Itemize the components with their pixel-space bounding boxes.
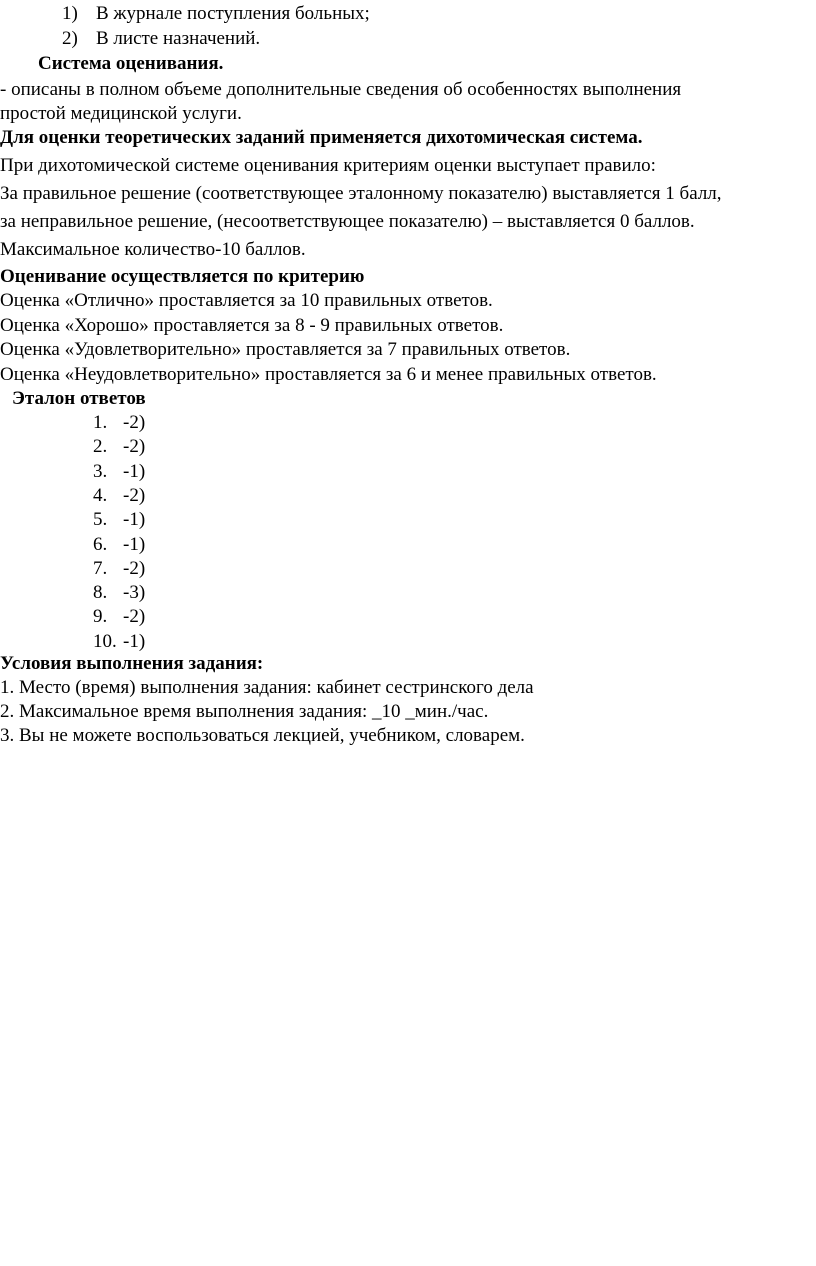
answer-key-item: [93, 558, 145, 580]
condition-item: 3. Вы не можете воспользоваться лекцией, учебником, словарем.: [0, 725, 525, 746]
answer-value: -2): [123, 484, 146, 506]
list-text: В журнале поступления больных;: [96, 3, 370, 24]
answer-number: 6.: [93, 533, 108, 555]
answer-number: 9.: [93, 606, 108, 628]
intro-list-item: [62, 28, 260, 50]
criteria-unsatisfactory: Оценка «Неудовлетворительно» проставляется за 6 и менее правильных ответов.: [0, 364, 657, 385]
answer-key-item: [93, 412, 145, 434]
conditions-heading: Условия выполнения задания:: [0, 653, 264, 674]
answer-value: -1): [123, 460, 146, 482]
answer-key-item: [93, 534, 145, 556]
rule-intro: При дихотомической системе оценивания критериям оценки выступает правило:: [0, 155, 656, 176]
list-number: 1): [62, 3, 78, 24]
max-score: Максимальное количество-10 баллов.: [0, 239, 306, 260]
criteria-good: Оценка «Хорошо» проставляется за 8 - 9 правильных ответов.: [0, 315, 504, 336]
answer-number: 8.: [93, 582, 108, 604]
answer-number: 7.: [93, 557, 108, 579]
answer-key-item: [93, 485, 145, 507]
answer-value: -2): [123, 606, 146, 628]
answer-key-item: [93, 606, 145, 628]
condition-item: 2. Максимальное время выполнения задания: _10 _мин./час.: [0, 701, 489, 722]
list-number: 2): [62, 28, 78, 49]
answer-value: -2): [123, 557, 146, 579]
grading-description-line: - описаны в полном объеме дополнительные сведения об особенностях выполнения: [0, 79, 682, 100]
answer-number: 4.: [93, 484, 108, 506]
answer-number: 5.: [93, 509, 108, 531]
grading-description-line: простой медицинской услуги.: [0, 103, 242, 124]
answer-number: 3.: [93, 460, 108, 482]
intro-list-item: [62, 3, 370, 25]
grading-heading: Система оценивания.: [38, 53, 224, 74]
answer-key-item: [93, 582, 145, 604]
answer-value: -1): [123, 509, 146, 531]
answer-value: -1): [123, 630, 146, 652]
list-text: В листе назначений.: [96, 28, 261, 49]
answer-value: -3): [123, 582, 146, 604]
criteria-heading: Оценивание осуществляется по критерию: [0, 266, 365, 287]
rule-line: За правильное решение (соответствующее эталонному показателю) выставляется 1 балл,: [0, 183, 722, 204]
answer-key-item: [93, 436, 145, 458]
criteria-satisfactory: Оценка «Удовлетворительно» проставляется за 7 правильных ответов.: [0, 339, 571, 360]
criteria-excellent: Оценка «Отлично» проставляется за 10 правильных ответов.: [0, 290, 493, 311]
answer-value: -2): [123, 412, 146, 433]
answer-value: -2): [123, 436, 146, 458]
answer-key-item: [93, 509, 145, 531]
answer-number: 10.: [93, 630, 117, 652]
answer-number: 1.: [93, 412, 108, 433]
answer-key-heading: Эталон ответов: [12, 388, 146, 409]
condition-item: 1. Место (время) выполнения задания: кабинет сестринского дела: [0, 677, 534, 698]
answer-key-item: [93, 631, 145, 653]
rule-line: за неправильное решение, (несоответствующее показателю) – выставляется 0 баллов.: [0, 211, 695, 232]
answer-number: 2.: [93, 436, 108, 458]
answer-key-item: [93, 461, 145, 483]
theory-heading: Для оценки теоретических заданий применяется дихотомическая система.: [0, 127, 643, 148]
answer-value: -1): [123, 533, 146, 555]
